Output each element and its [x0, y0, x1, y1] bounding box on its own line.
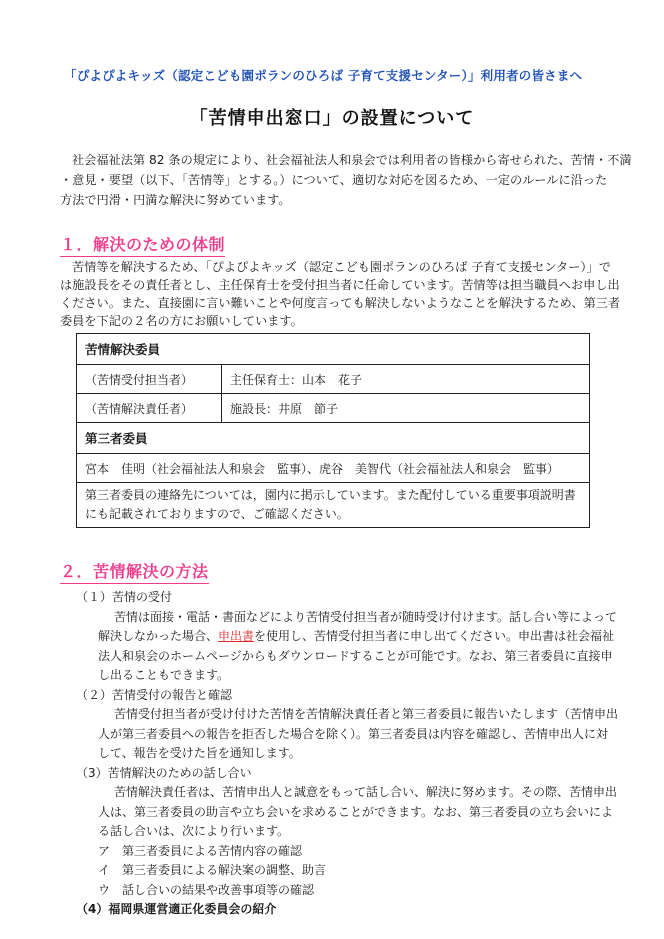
body-line: る話し合いは、次により行います。	[98, 824, 290, 838]
body-line: 苦情は面接・電話・書面などにより苦情受付担当者が随時受け付けます。話し合い等によって	[114, 609, 618, 624]
body-line: 人は、第三者委員の助言や立ち会いを求めることができます。なお、第三者委員の立ち会いによ	[98, 804, 614, 819]
sub-item: ウ 話し合いの結果や改善事項等の確認	[98, 882, 315, 897]
section1-heading	[60, 232, 225, 257]
table-row	[77, 394, 590, 423]
method-item-label: （3）苦情解決のための話し合い	[76, 765, 252, 780]
body-text: 解決しなかった場合、	[98, 629, 219, 643]
table-row	[77, 365, 590, 394]
third-party-members: 宮本 佳明（社会福祉法人和泉会 監事）、虎谷 美智代（社会福祉法人和泉会 監事）	[77, 454, 590, 483]
role-cell: （苦情受付担当者）	[77, 365, 222, 394]
method-item-label: （１）苦情の受付	[76, 590, 173, 604]
person-cell: 主任保育士：山本 花子	[222, 365, 590, 394]
role-cell: （苦情解決責任者）	[77, 394, 222, 423]
body-line: 苦情受付担当者が受け付けた苦情を苦情解決責任者と第三者委員に報告いたします（苦情申出	[114, 707, 619, 721]
intro-line: 社会福祉法第 82 条の規定により、社会福祉法人和泉会では利用者の皆様から寄せられた、苦情・不満	[72, 153, 632, 167]
section2-heading	[60, 559, 209, 584]
method-item-label: （２）苦情受付の報告と確認	[76, 687, 233, 702]
method-item-label: （4）福岡県運営適正化委員会の紹介	[76, 902, 277, 916]
person-cell: 施設長：井原 節子	[222, 394, 590, 423]
body-text: を使用し、苦情受付担当者に申し出てください。申出書は社会福祉	[254, 629, 615, 643]
section2-heading-text: ２．苦情解決の方法	[60, 559, 209, 584]
section1-paragraph	[60, 258, 620, 330]
body-line	[98, 627, 616, 647]
section1-line: は施設長をその責任者とし、主任保育士を受付担当者に任命しています。苦情等は担当職員へお申し出	[60, 278, 620, 292]
method-item-body	[76, 608, 616, 686]
third-party-note: 第三者委員の連絡先については，園内に掲示しています。また配付している重要事項説明書にも記載されておりますので、ご確認ください。	[77, 483, 590, 528]
committee-table	[76, 333, 590, 528]
third-party-header: 第三者委員	[77, 423, 590, 454]
application-form-link[interactable]: 申出書	[218, 629, 255, 643]
audience-line: 「ぴよぴよキッズ（認定こども園ポランのひろば 子育て支援センター）」利用者の皆さまへ	[64, 68, 583, 83]
sub-item: ア 第三者委員による苦情内容の確認	[98, 843, 303, 858]
method-item-body	[76, 783, 616, 842]
body-line: 苦情解決責任者は、苦情申出人と誠意をもって話し合い、解決に努めます。その際、苦情申出	[114, 785, 618, 799]
page-title: 「苦情申出窓口」の設置について	[189, 108, 475, 129]
body-line: 人が第三者委員への報告を拒否した場合を除く）。第三者委員は内容を確認し、苦情申出人に対	[98, 726, 609, 741]
sub-item: イ 第三者委員による解決案の調整、助言	[98, 863, 327, 877]
complaint-committee-header: 苦情解決委員	[77, 334, 590, 365]
section1-heading-text: １．解決のための体制	[60, 232, 225, 257]
body-line: して、報告を受けた旨を通知します。	[98, 746, 301, 760]
section1-line: ください。また、直接園に言い難いことや何度言っても解決しないようなことを解決するため、第三者	[60, 296, 621, 310]
body-line: し出ることもできます。	[98, 668, 230, 682]
body-line: 法人和泉会のホームページからもダウンロードすることが可能です。なお、第三者委員に直接申	[98, 648, 613, 663]
section1-line: 委員を下記の２名の方にお願いしています。	[60, 314, 303, 328]
method-list	[76, 588, 619, 920]
intro-paragraph	[60, 150, 632, 210]
section1-line: 苦情等を解決するため、「ぴよぴよキッズ（認定こども園ポランのひろば 子育て支援センター）」で	[72, 260, 611, 274]
method-item-body	[76, 705, 619, 764]
intro-line: ・意見・要望（以下、「苦情等」とする。）について、適切な対応を図るため、一定のルールに沿った	[60, 173, 608, 187]
intro-line: 方法で円滑・円満な解決に努めています。	[60, 193, 291, 207]
